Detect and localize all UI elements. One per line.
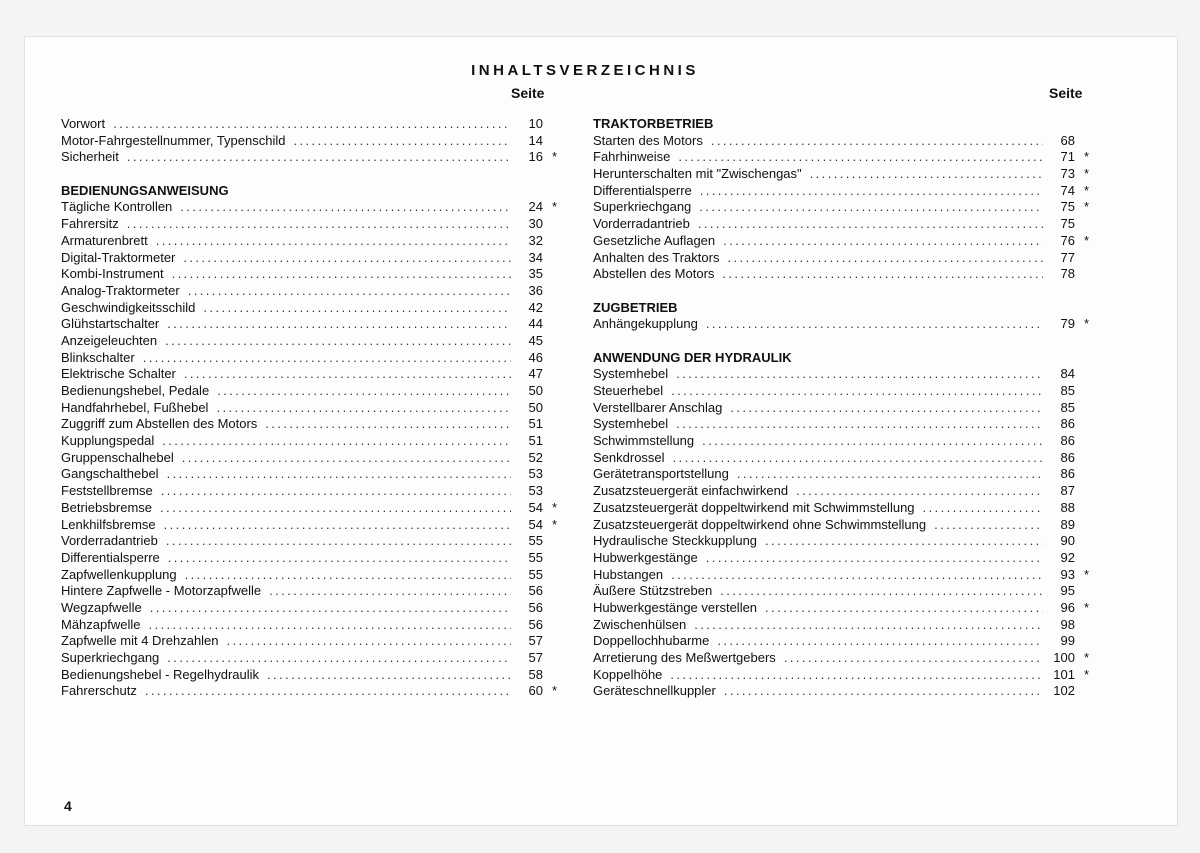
toc-entry-page: 88	[1060, 499, 1075, 515]
dot-leader	[180, 199, 511, 216]
toc-entry-label: Zusatzsteuergerät einfachwirkend	[593, 483, 789, 499]
toc-entry-label: Zwischenhülsen	[593, 616, 687, 632]
toc-entry-page: 75	[1060, 216, 1075, 232]
toc-entry-page: 52	[528, 449, 543, 465]
toc-entry-page: 86	[1060, 416, 1075, 432]
asterisk-marker: *	[1083, 182, 1089, 198]
toc-entry[interactable]	[61, 316, 557, 333]
dot-leader	[722, 266, 1043, 283]
toc-entry[interactable]	[61, 433, 557, 450]
toc-entry-page: 50	[528, 383, 543, 398]
toc-entry[interactable]	[61, 466, 557, 483]
toc-entry-page: 34	[528, 249, 543, 265]
toc-entry-page: 84	[1060, 366, 1075, 382]
toc-entry-page: 86	[1060, 433, 1075, 449]
dot-leader	[161, 483, 511, 500]
dot-leader	[166, 533, 511, 550]
toc-entry-page: 55	[528, 566, 543, 582]
toc-entry-label: Digital-Traktormeter	[61, 249, 176, 265]
dot-leader	[923, 500, 1043, 517]
asterisk-marker: *	[551, 499, 557, 515]
toc-entry-label: Differentialsperre	[61, 549, 160, 565]
toc-entry-page: 55	[528, 549, 543, 565]
dot-leader	[699, 199, 1043, 216]
toc-entry-page: 101	[1053, 666, 1075, 682]
dot-leader	[934, 517, 1043, 534]
dot-leader	[700, 183, 1043, 200]
toc-entry[interactable]	[61, 350, 557, 367]
asterisk-marker: *	[1083, 166, 1089, 182]
section-heading: BEDIENUNGSANWEISUNG	[61, 182, 229, 198]
toc-entry-label: Systemhebel	[593, 366, 669, 382]
toc-entry-label: Fahrersitz	[61, 216, 119, 232]
toc-entry-label: Anzeigeleuchten	[61, 332, 158, 348]
toc-entry-page: 58	[528, 666, 543, 682]
dot-leader	[720, 583, 1043, 600]
toc-entry[interactable]	[61, 667, 557, 684]
toc-entry-label: Hydraulische Steckkupplung	[593, 533, 758, 549]
asterisk-marker: *	[551, 199, 557, 215]
seite-label-right: Seite	[1049, 85, 1083, 101]
toc-entry-label: Hubwerkgestänge verstellen	[593, 599, 758, 615]
toc-entry-page: 89	[1060, 516, 1075, 532]
dot-leader	[143, 350, 511, 367]
toc-entry[interactable]	[593, 166, 1089, 183]
toc-entry-label: Steuerhebel	[593, 383, 664, 398]
dot-leader	[167, 650, 511, 667]
toc-entry-label: Herunterschalten mit "Zwischengas"	[593, 166, 802, 182]
toc-column-right	[593, 116, 1089, 700]
toc-entry-page: 96	[1060, 599, 1075, 615]
toc-entry-page: 68	[1060, 132, 1075, 148]
dot-leader	[784, 650, 1043, 667]
dot-leader	[706, 550, 1043, 567]
toc-entry[interactable]	[61, 199, 557, 216]
toc-entry-label: Starten des Motors	[593, 132, 703, 148]
toc-entry[interactable]	[593, 466, 1089, 483]
toc-entry[interactable]	[593, 400, 1089, 417]
toc-entry-page: 36	[528, 282, 543, 298]
toc-entry-label: Vorderradantrieb	[61, 533, 158, 549]
toc-entry[interactable]	[593, 600, 1089, 617]
toc-entry[interactable]	[61, 283, 557, 300]
toc-entry-label: Verstellbarer Anschlag	[593, 399, 723, 415]
toc-entry[interactable]	[61, 500, 557, 517]
toc-entry-page: 86	[1060, 466, 1075, 482]
toc-entry[interactable]	[593, 149, 1089, 166]
toc-entry[interactable]	[593, 433, 1089, 450]
asterisk-marker: *	[1083, 316, 1089, 332]
asterisk-marker: *	[1083, 566, 1089, 582]
toc-entry[interactable]	[593, 533, 1089, 550]
toc-entry-label: Zuggriff zum Abstellen des Motors	[61, 416, 258, 432]
toc-entry-page: 60	[528, 683, 543, 699]
toc-entry[interactable]	[61, 250, 557, 267]
section-spacer	[593, 283, 1089, 300]
dot-leader	[730, 400, 1043, 417]
toc-entry-label: Zapfwellenkupplung	[61, 566, 177, 582]
seite-label-left: Seite	[511, 85, 545, 101]
dot-leader	[183, 250, 511, 267]
toc-entry-label: Hintere Zapfwelle - Motorzapfwelle	[61, 583, 262, 599]
toc-entry[interactable]	[593, 183, 1089, 200]
toc-entry-label: Lenkhilfsbremse	[61, 516, 156, 532]
dot-leader	[156, 233, 511, 250]
toc-entry-label: Gesetzliche Auflagen	[593, 232, 716, 248]
toc-entry-page: 30	[528, 216, 543, 232]
dot-leader	[127, 149, 511, 166]
toc-entry-label: Vorwort	[61, 116, 106, 131]
toc-entry-page: 54	[528, 516, 543, 532]
toc-entry[interactable]	[61, 533, 557, 550]
toc-entry[interactable]	[61, 617, 557, 634]
dot-leader	[167, 316, 511, 333]
toc-entry[interactable]	[61, 483, 557, 500]
toc-entry[interactable]	[593, 633, 1089, 650]
toc-entry-page: 71	[1060, 149, 1075, 165]
toc-entry-label: Bedienungshebel - Regelhydraulik	[61, 666, 260, 682]
section-heading: TRAKTORBETRIEB	[593, 116, 714, 131]
toc-entry-label: Kupplungspedal	[61, 433, 155, 449]
toc-entry-label: Zapfwelle mit 4 Drehzahlen	[61, 633, 219, 649]
toc-entry-page: 74	[1060, 182, 1075, 198]
toc-entry-page: 56	[528, 616, 543, 632]
toc-entry-label: Elektrische Schalter	[61, 366, 176, 382]
dot-leader	[671, 567, 1043, 584]
toc-entry-label: Sicherheit	[61, 149, 119, 165]
toc-entry[interactable]	[61, 517, 557, 534]
toc-entry[interactable]	[61, 116, 557, 133]
toc-entry-label: Geschwindigkeitsschild	[61, 299, 196, 315]
section-spacer	[61, 166, 557, 183]
dot-leader	[165, 333, 511, 350]
toc-entry[interactable]	[593, 483, 1089, 500]
asterisk-marker: *	[1083, 650, 1089, 665]
toc-entry-label: Senkdrossel	[593, 449, 665, 465]
asterisk-marker: *	[551, 683, 557, 699]
toc-entry-label: Koppelhöhe	[593, 666, 663, 682]
toc-entry-page: 57	[528, 650, 543, 665]
toc-entry-label: Schwimmstellung	[593, 433, 695, 449]
dot-leader	[150, 600, 511, 617]
dot-leader	[678, 149, 1043, 166]
toc-entry-label: Doppellochhubarme	[593, 633, 710, 649]
toc-entry[interactable]	[61, 133, 557, 150]
dot-leader	[185, 567, 511, 584]
toc-entry[interactable]	[61, 216, 557, 233]
toc-entry-label: Hubstangen	[593, 566, 664, 582]
section-heading: ZUGBETRIEB	[593, 299, 678, 315]
toc-entry[interactable]	[61, 567, 557, 584]
toc-entry[interactable]	[61, 366, 557, 383]
dot-leader	[217, 383, 511, 400]
dot-leader	[164, 517, 511, 534]
toc-entry-page: 54	[528, 499, 543, 515]
toc-entry-label: Gangschalthebel	[61, 466, 159, 482]
toc-entry[interactable]	[593, 567, 1089, 584]
asterisk-marker: *	[551, 516, 557, 532]
toc-entry-page: 55	[528, 533, 543, 549]
toc-entry-page: 77	[1060, 249, 1075, 265]
page-number: 4	[64, 798, 72, 814]
toc-entry-label: Anhalten des Traktors	[593, 249, 720, 265]
toc-entry-page: 87	[1060, 483, 1075, 499]
toc-entry[interactable]	[593, 216, 1089, 233]
dot-leader	[167, 466, 511, 483]
toc-entry-label: Fahrerschutz	[61, 683, 137, 699]
toc-entry-page: 78	[1060, 266, 1075, 282]
dot-leader	[711, 133, 1043, 150]
dot-leader	[216, 400, 511, 417]
toc-entry-label: Vorderradantrieb	[593, 216, 690, 232]
toc-entry[interactable]	[593, 550, 1089, 567]
toc-entry[interactable]	[61, 416, 557, 433]
toc-entry[interactable]	[593, 266, 1089, 283]
toc-entry-label: Glühstartschalter	[61, 316, 160, 332]
toc-entry-page: 53	[528, 466, 543, 482]
toc-entry-label: Hubwerkgestänge	[593, 549, 698, 565]
toc-entry[interactable]	[593, 650, 1089, 667]
toc-entry[interactable]	[593, 383, 1089, 400]
toc-entry[interactable]	[61, 149, 557, 166]
toc-entry-label: Gerätetransportstellung	[593, 466, 729, 482]
toc-entry-page: 85	[1060, 383, 1075, 398]
asterisk-marker: *	[1083, 199, 1089, 215]
toc-entry[interactable]	[593, 316, 1089, 333]
toc-entry-page: 76	[1060, 232, 1075, 248]
toc-entry-label: Differentialsperre	[593, 182, 692, 198]
toc-entry-label: Systemhebel	[593, 416, 669, 432]
toc-entry-label: Mähzapfwelle	[61, 616, 141, 632]
toc-entry[interactable]	[593, 416, 1089, 433]
asterisk-marker: *	[551, 149, 557, 165]
toc-entry-page: 32	[528, 232, 543, 248]
toc-entry-page: 50	[528, 399, 543, 415]
toc-entry-label: Wegzapfwelle	[61, 599, 142, 615]
toc-entry-page: 51	[528, 416, 543, 432]
toc-entry-page: 56	[528, 599, 543, 615]
toc-entry[interactable]	[593, 199, 1089, 216]
toc-entry[interactable]	[593, 233, 1089, 250]
toc-entry-label: Armaturenbrett	[61, 232, 148, 248]
toc-entry-page: 44	[528, 316, 543, 332]
dot-leader	[145, 683, 511, 700]
toc-entry[interactable]	[593, 366, 1089, 383]
section-heading: ANWENDUNG DER HYDRAULIK	[593, 349, 792, 365]
toc-entry[interactable]	[593, 517, 1089, 534]
dot-leader	[724, 683, 1043, 700]
toc-entry-label: Feststellbremse	[61, 483, 153, 499]
dot-leader	[670, 667, 1043, 684]
toc-entry-page: 14	[528, 132, 543, 148]
page-title: INHALTSVERZEICHNIS	[471, 62, 699, 79]
asterisk-marker: *	[1083, 666, 1089, 682]
dot-leader	[676, 416, 1043, 433]
toc-entry[interactable]	[61, 400, 557, 417]
dot-leader	[172, 266, 511, 283]
toc-entry[interactable]	[61, 683, 557, 700]
toc-entry[interactable]	[61, 650, 557, 667]
toc-entry-page: 45	[528, 332, 543, 348]
toc-entry-label: Fahrhinweise	[593, 149, 671, 165]
toc-entry-label: Analog-Traktormeter	[61, 282, 180, 298]
toc-entry-page: 93	[1060, 566, 1075, 582]
dot-leader	[702, 433, 1043, 450]
dot-leader	[188, 283, 511, 300]
dot-leader	[698, 216, 1043, 233]
dot-leader	[149, 617, 512, 634]
asterisk-marker: *	[1083, 149, 1089, 165]
dot-leader	[127, 216, 511, 233]
toc-entry[interactable]	[593, 667, 1089, 684]
dot-leader	[676, 366, 1043, 383]
toc-entry-page: 73	[1060, 166, 1075, 182]
toc-entry-page: 100	[1053, 650, 1075, 665]
toc-entry-page: 95	[1060, 583, 1075, 599]
toc-entry[interactable]	[593, 617, 1089, 634]
toc-entry[interactable]	[61, 233, 557, 250]
toc-entry-page: 99	[1060, 633, 1075, 649]
dot-leader	[160, 500, 511, 517]
toc-entry[interactable]	[61, 333, 557, 350]
toc-entry[interactable]	[61, 450, 557, 467]
asterisk-marker: *	[1083, 232, 1089, 248]
toc-entry-label: Tägliche Kontrollen	[61, 199, 173, 215]
toc-entry-page: 98	[1060, 616, 1075, 632]
dot-leader	[265, 416, 511, 433]
dot-leader	[765, 600, 1043, 617]
toc-entry[interactable]	[61, 550, 557, 567]
toc-entry-page: 92	[1060, 549, 1075, 565]
toc-entry-page: 35	[528, 266, 543, 282]
toc-entry-label: Blinkschalter	[61, 349, 135, 365]
toc-entry[interactable]	[593, 133, 1089, 150]
toc-entry-page: 24	[528, 199, 543, 215]
toc-entry[interactable]	[61, 583, 557, 600]
toc-column-left	[61, 116, 557, 700]
dot-leader	[184, 366, 511, 383]
dot-leader	[796, 483, 1043, 500]
toc-entry[interactable]	[593, 500, 1089, 517]
toc-entry[interactable]	[593, 450, 1089, 467]
toc-entry-page: 75	[1060, 199, 1075, 215]
toc-entry-page: 90	[1060, 533, 1075, 549]
dot-leader	[182, 450, 511, 467]
dot-leader	[293, 133, 511, 150]
toc-entry-label: Geräteschnellkuppler	[593, 683, 716, 699]
toc-entry-page: 102	[1053, 683, 1075, 699]
dot-leader	[269, 583, 511, 600]
toc-entry-page: 16	[528, 149, 543, 165]
toc-entry[interactable]	[593, 683, 1089, 700]
toc-entry-label: Zusatzsteuergerät doppeltwirkend mit Schwimmstellung	[593, 499, 915, 515]
toc-entry-label: Superkriechgang	[593, 199, 692, 215]
toc-entry-label: Handfahrhebel, Fußhebel	[61, 399, 209, 415]
toc-entry-page: 85	[1060, 399, 1075, 415]
toc-entry[interactable]	[593, 250, 1089, 267]
toc-entry-label: Abstellen des Motors	[593, 266, 715, 282]
dot-leader	[227, 633, 511, 650]
dot-leader	[203, 300, 511, 317]
dot-leader	[727, 250, 1043, 267]
toc-entry-label: Arretierung des Meßwertgebers	[593, 650, 776, 665]
toc-entry[interactable]	[61, 383, 557, 400]
toc-entry-page: 47	[528, 366, 543, 382]
dot-leader	[717, 633, 1043, 650]
toc-entry[interactable]	[61, 266, 557, 283]
toc-entry-page: 79	[1060, 316, 1075, 332]
toc-entry[interactable]	[61, 300, 557, 317]
toc-entry-label: Äußere Stützstreben	[593, 583, 713, 599]
toc-entry-label: Bedienungshebel, Pedale	[61, 383, 210, 398]
dot-leader	[168, 550, 511, 567]
dot-leader	[737, 466, 1043, 483]
asterisk-marker: *	[1083, 599, 1089, 615]
toc-entry-page: 57	[528, 633, 543, 649]
toc-entry-page: 56	[528, 583, 543, 599]
toc-entry-page: 86	[1060, 449, 1075, 465]
toc-entry[interactable]	[593, 583, 1089, 600]
dot-leader	[810, 166, 1043, 183]
toc-entry[interactable]	[61, 600, 557, 617]
dot-leader	[162, 433, 511, 450]
dot-leader	[671, 383, 1043, 400]
dot-leader	[694, 617, 1043, 634]
dot-leader	[673, 450, 1043, 467]
dot-leader	[113, 116, 511, 133]
toc-entry-page: 53	[528, 483, 543, 499]
toc-entry-label: Betriebsbremse	[61, 499, 153, 515]
toc-entry-label: Kombi-Instrument	[61, 266, 164, 282]
dot-leader	[765, 533, 1043, 550]
toc-entry-page: 10	[528, 116, 543, 131]
dot-leader	[723, 233, 1043, 250]
toc-entry[interactable]	[61, 633, 557, 650]
toc-entry-label: Zusatzsteuergerät doppeltwirkend ohne Schwimmstellung	[593, 516, 927, 532]
dot-leader	[706, 316, 1043, 333]
toc-entry-label: Gruppenschalhebel	[61, 449, 174, 465]
toc-entry-page: 46	[528, 349, 543, 365]
toc-entry-page: 42	[528, 299, 543, 315]
toc-entry-label: Superkriechgang	[61, 650, 160, 665]
toc-entry-label: Anhängekupplung	[593, 316, 698, 332]
toc-entry-label: Motor-Fahrgestellnummer, Typenschild	[61, 132, 286, 148]
toc-entry-page: 51	[528, 433, 543, 449]
section-spacer	[593, 333, 1089, 350]
dot-leader	[267, 667, 511, 684]
